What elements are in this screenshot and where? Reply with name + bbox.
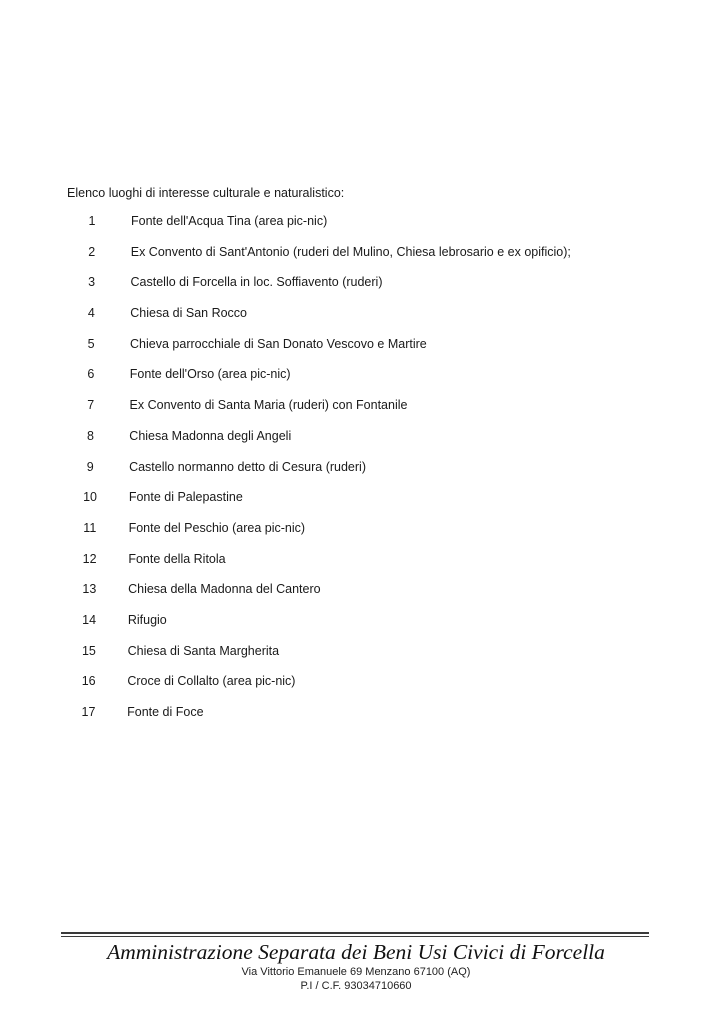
list-item-number: 17	[81, 705, 96, 719]
list-item-name: Chiesa Madonna degli Angeli	[129, 428, 292, 443]
footer-tax-id: P.I / C.F. 93034710660	[300, 980, 412, 992]
list-item-name: Fonte dell'Orso (area pic-nic)	[129, 367, 291, 382]
list-item	[0, 306, 724, 337]
list-item	[0, 398, 724, 429]
list-item-number: 6	[87, 367, 95, 382]
list-item	[0, 674, 724, 705]
list-item-name: Fonte dell'Acqua Tina (area pic-nic)	[131, 214, 328, 228]
list-item-number: 14	[82, 612, 97, 627]
list-item-name: Castello normanno detto di Cesura (ruderi)	[129, 459, 366, 474]
list-item-number: 1	[88, 214, 96, 228]
list-item-number: 12	[82, 551, 97, 566]
list-item	[0, 429, 724, 460]
list-item-name: Castello di Forcella in loc. Soffiavento (ruderi)	[130, 275, 383, 290]
list-item	[0, 613, 724, 644]
list-item-number: 2	[88, 244, 96, 259]
list-item	[0, 275, 724, 306]
footer-divider-thin	[61, 936, 649, 937]
list-item-name: Fonte di Palepastine	[128, 490, 243, 505]
list-item	[0, 245, 724, 276]
footer-divider	[61, 932, 649, 934]
list-item-number: 10	[83, 490, 97, 505]
list-item	[0, 460, 724, 491]
list-item	[0, 582, 724, 613]
list-item	[0, 214, 724, 245]
list-item-name: Ex Convento di Sant'Antonio (ruderi del Mulino, Chiesa lebrosario e ex opificio);	[130, 244, 571, 259]
list-item	[0, 705, 724, 736]
list-item-name: Chiesa di Santa Margherita	[127, 643, 280, 658]
footer-address: Via Vittorio Emanuele 69 Menzano 67100 (AQ)	[241, 966, 471, 978]
list-item-number: 4	[87, 306, 95, 321]
footer-organization-name: Amministrazione Separata dei Beni Usi Civici di Forcella	[107, 940, 605, 964]
list-item	[0, 521, 724, 552]
list-item-name: Fonte della Ritola	[128, 551, 226, 566]
list-item-number: 5	[87, 336, 95, 351]
list-item-number: 9	[86, 459, 94, 474]
list-item-name: Chieva parrocchiale di San Donato Vescovo e Martire	[130, 336, 427, 351]
list-item	[0, 490, 724, 521]
list-item-name: Chiesa della Madonna del Cantero	[128, 582, 321, 597]
list-item-number: 7	[87, 398, 95, 413]
list-item-number: 11	[83, 520, 97, 535]
list-item-number: 8	[86, 428, 94, 443]
list-item	[0, 367, 724, 398]
list-item-number: 15	[81, 643, 96, 658]
list-item-name: Fonte del Peschio (area pic-nic)	[128, 520, 306, 535]
list-item-number: 13	[82, 582, 97, 597]
list-item-number: 3	[88, 275, 96, 290]
list-item-name: Rifugio	[127, 612, 167, 627]
list-intro: Elenco luoghi di interesse culturale e naturalistico:	[67, 186, 345, 200]
list-item-name: Fonte di Foce	[127, 705, 204, 719]
list-item-name: Chiesa di San Rocco	[130, 306, 247, 321]
list-item	[0, 644, 724, 675]
places-list	[0, 214, 724, 736]
list-item-name: Ex Convento di Santa Maria (ruderi) con Fontanile	[129, 398, 408, 413]
list-item-number: 16	[81, 674, 96, 689]
list-item-name: Croce di Collalto (area pic-nic)	[127, 674, 296, 689]
list-item	[0, 552, 724, 583]
list-item	[0, 337, 724, 368]
